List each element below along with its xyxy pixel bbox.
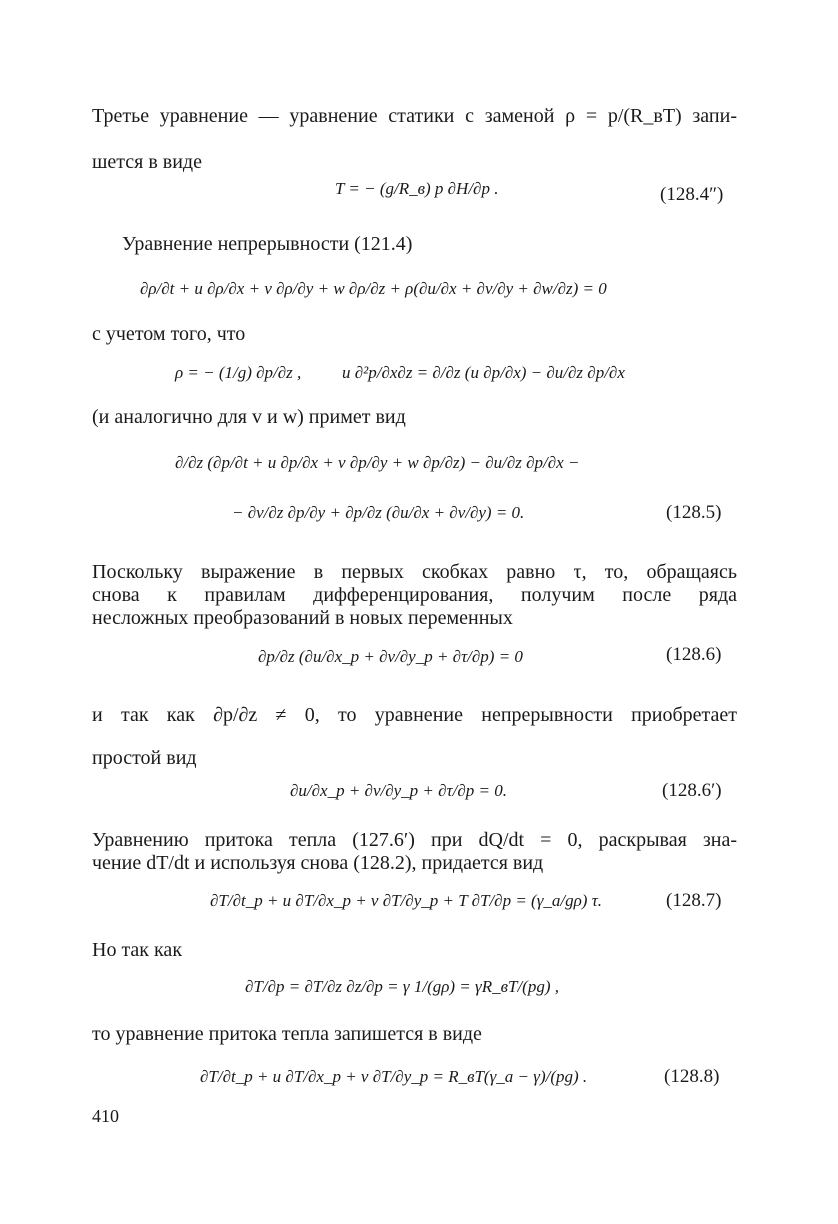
equation-128-7: ∂T/∂t_p + u ∂T/∂x_p + v ∂T/∂y_p + T ∂T/∂p = (γ_a/gρ) τ. <box>210 891 603 910</box>
equation-u-product-rule: u ∂²p/∂x∂z = ∂/∂z (u ∂p/∂x) − ∂u/∂z ∂p/∂x <box>342 363 625 382</box>
paragraph-taking-into-account: с учетом того, что <box>92 323 246 345</box>
paragraph-but-since: Но так как <box>92 939 183 961</box>
paragraph-statics-line1: Третье уравнение — уравнение статики с заменой ρ = p/(R_вT) запи- <box>92 105 737 127</box>
paragraph-heat-line1: Уравнению притока тепла (127.6′) при dQ/dt = 0, раскрывая зна- <box>92 829 737 851</box>
equation-continuity: ∂ρ/∂t + u ∂ρ/∂x + v ∂ρ/∂y + w ∂ρ/∂z + ρ(∂u/∂x + ∂v/∂y + ∂w/∂z) = 0 <box>140 279 607 298</box>
equation-dT-dp: ∂T/∂p = ∂T/∂z ∂z/∂p = γ 1/(gρ) = γR_вT/(pg) , <box>245 977 559 996</box>
paragraph-since-line3: несложных преобразований в новых переменных <box>92 607 513 629</box>
paragraph-since-line1: Поскольку выражение в первых скобках равно τ, то, обращаясь <box>92 561 737 583</box>
equation-128-5-line1: ∂/∂z (∂p/∂t + u ∂p/∂x + v ∂p/∂y + w ∂p/∂z) − ∂u/∂z ∂p/∂x − <box>175 453 580 472</box>
paragraph-statics-line2: шется в виде <box>92 151 202 173</box>
equation-128-8: ∂T/∂t_p + u ∂T/∂x_p + v ∂T/∂y_p = R_вT(γ_a − γ)/(pg) . <box>200 1067 588 1086</box>
equation-rho: ρ = − (1/g) ∂p/∂z , <box>175 363 302 382</box>
paragraph-and-since-line1: и так как ∂p/∂z ≠ 0, то уравнение непрерывности приобретает <box>92 704 737 726</box>
paragraph-heat-line2: чение dT/dt и используя снова (128.2), придается вид <box>92 852 544 874</box>
equation-number-128-6: (128.6) <box>666 644 722 665</box>
equation-number-128-4: (128.4″) <box>660 184 724 205</box>
equation-128-4: T = − (g/R_в) p ∂H/∂p . <box>335 179 499 198</box>
paragraph-continuity: Уравнение непрерывности (121.4) <box>122 233 413 255</box>
equation-number-128-5: (128.5) <box>666 502 722 523</box>
page-number: 410 <box>92 1106 119 1126</box>
paragraph-and-since-line2: простой вид <box>92 747 197 769</box>
equation-number-128-6-prime: (128.6′) <box>662 780 722 801</box>
paragraph-since-line2: снова к правилам дифференцирования, получим после ряда <box>92 584 737 606</box>
equation-128-6: ∂p/∂z (∂u/∂x_p + ∂v/∂y_p + ∂τ/∂p) = 0 <box>258 647 523 666</box>
paragraph-then-heat: то уравнение притока тепла запишется в виде <box>92 1023 482 1045</box>
equation-128-5-line2: − ∂v/∂z ∂p/∂y + ∂p/∂z (∂u/∂x + ∂v/∂y) = 0. <box>232 503 525 522</box>
equation-128-6-prime: ∂u/∂x_p + ∂v/∂y_p + ∂τ/∂p = 0. <box>290 781 507 800</box>
equation-number-128-8: (128.8) <box>664 1066 720 1087</box>
equation-number-128-7: (128.7) <box>666 890 722 911</box>
paragraph-similarly: (и аналогично для v и w) примет вид <box>92 406 406 428</box>
